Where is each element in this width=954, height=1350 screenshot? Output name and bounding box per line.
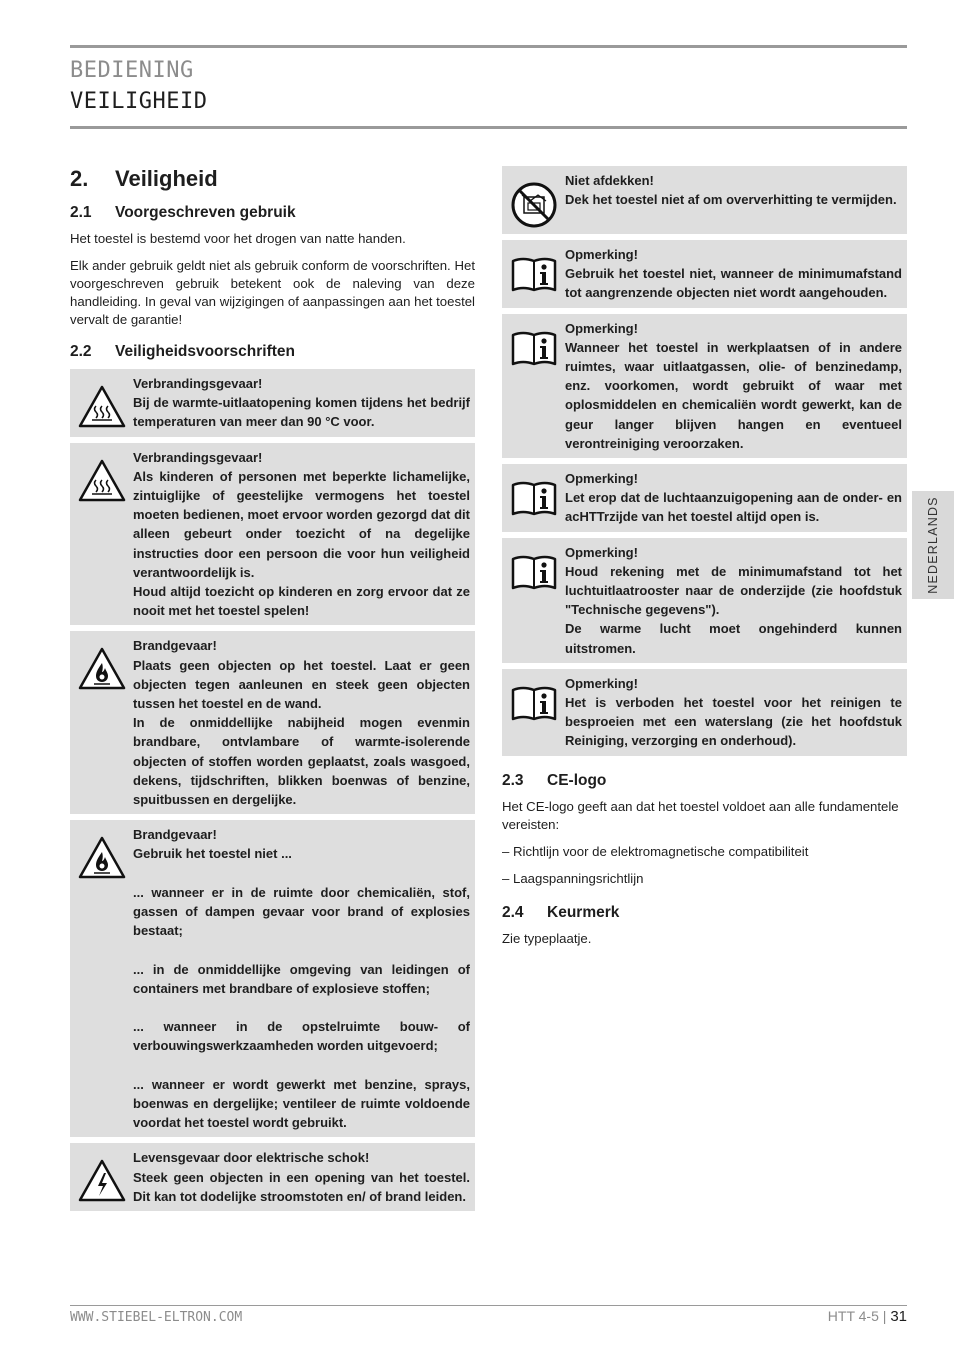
- notice-box: [502, 166, 907, 234]
- paragraph: Elk ander gebruik geldt niet als gebruik conform de voorschriften. Het voorgeschreven gebruik betekent ook de naleving van deze handleiding. In geval van wijzigingen of aanpassingen aan het toestel vervalt de garantie!: [70, 258, 475, 327]
- info-book-icon: [502, 543, 565, 658]
- notice-heading: Verbrandingsgevaar!: [133, 376, 263, 391]
- notice-text: [133, 448, 470, 621]
- paragraph: Zie typeplaatje.: [502, 930, 592, 946]
- list-item: – Richtlijn voor de elektromagnetische compatibiliteit: [502, 843, 809, 859]
- subsection-title: CE-logo: [547, 771, 607, 789]
- notice-line: Plaats geen objecten op het toestel. Laat er geen objecten tegen aanleunen en steek geen objecten tussen het toestel en de wand.: [133, 657, 470, 712]
- subsection-number: 2.1: [70, 204, 92, 221]
- language-tab-label: NEDERLANDS: [926, 496, 940, 594]
- notice-text: [565, 319, 902, 453]
- notice-heading: Opmerking!: [565, 247, 638, 262]
- notice-box: [502, 464, 907, 532]
- notice-line: Steek geen objecten in een opening van het toestel. Dit kan tot dodelijke stroomstoten en/ of brand leiden.: [133, 1169, 470, 1204]
- subsection-number: 2.3: [502, 771, 524, 789]
- notice-line: In de onmiddellijke nabijheid mogen evenmin brandbare, ontvlambare of warmte-isolerende objecten of stoffen worden geplaatst, zoals wasgoed, dekens, tijdschriften, blikken boenwas of benzine, spuitbussen en dergelijke.: [133, 715, 470, 808]
- safety-warnings: [70, 369, 475, 1211]
- footer-separator: |: [882, 1308, 887, 1324]
- header-rule-top: [70, 45, 907, 48]
- paragraph: Het toestel is bestemd voor het drogen van natte handen.: [70, 231, 406, 246]
- notice-box: [502, 314, 907, 458]
- info-book-icon: [502, 674, 565, 751]
- notice-text: [565, 245, 902, 303]
- notice-text: [565, 674, 902, 751]
- footer-page-info: [828, 1308, 907, 1325]
- subsection-title: Veiligheidsvoorschriften: [115, 343, 296, 360]
- info-book-icon: [502, 245, 565, 303]
- notice-line: Gebruik het toestel niet, wanneer de minimumafstand tot aangrenzende objecten niet wordt aangehouden.: [565, 266, 902, 301]
- subsection-heading-2-3: [502, 772, 907, 790]
- notice-box: [70, 443, 475, 626]
- fire-warning-icon: [70, 825, 133, 1132]
- notice-heading: Brandgevaar!: [133, 638, 217, 654]
- notice-line: ... wanneer er wordt gewerkt met benzine, sprays, boenwas en dergelijke; ventileer de ruimte voldoende voordat het toestel wordt gebruikt.: [133, 1076, 470, 1131]
- notice-heading: Opmerking!: [565, 544, 638, 560]
- notice-text: [133, 636, 470, 809]
- notice-box: [70, 820, 475, 1137]
- subsection-heading-2-2: [70, 343, 475, 361]
- notice-line: ... wanneer in de opstelruimte bouw- of verbouwingswerkzaamheden worden uitgevoerd;: [133, 1019, 470, 1054]
- notice-heading: Brandgevaar!: [133, 827, 217, 843]
- right-column: [502, 166, 907, 957]
- left-column: [70, 160, 475, 1217]
- header-rule-bottom: [70, 126, 907, 129]
- notice-text: [565, 171, 902, 229]
- notice-box: [502, 538, 907, 663]
- line-gap: [133, 864, 470, 883]
- notice-line: Als kinderen of personen met beperkte lichamelijke, zintuiglijke of geestelijke vermogens het toestel moeten bedienen, moet ervoor worden gezorgd dat dit alleen gebeurt onder toezicht of na degelijke instructies door een persoon die voor hun veiligheid verantwoordelijk is.: [133, 468, 470, 580]
- notice-line: Gebruik het toestel niet ...: [133, 846, 292, 862]
- notice-text: [565, 543, 902, 658]
- safety-notes: [502, 166, 907, 756]
- subsection-title: Keurmerk: [547, 903, 620, 921]
- subsection-heading-2-4: [502, 904, 907, 922]
- notice-box: [502, 669, 907, 756]
- fire-warning-icon: [70, 636, 133, 809]
- footer-doc-name: HTT 4-5: [827, 1308, 879, 1324]
- notice-line: ... wanneer er in de ruimte door chemicaliën, stof, gassen of dampen gevaar voor brand of explosies bestaat;: [133, 884, 470, 939]
- notice-line: De warme lucht moet ongehinderd kunnen uitstromen.: [565, 621, 902, 656]
- section-title: Veiligheid: [115, 166, 218, 191]
- footer-rule: [70, 1305, 907, 1306]
- notice-heading: Opmerking!: [565, 471, 638, 487]
- notice-text: [133, 374, 470, 432]
- notice-line: Houd rekening met de minimumafstand tot het luchtuitlaatrooster naar de onderzijde (zie hoofdstuk "Technische gegevens").: [565, 563, 902, 618]
- subsection-number: 2.4: [502, 903, 524, 921]
- notice-heading: Levensgevaar door elektrische schok!: [133, 1150, 370, 1166]
- notice-text: [565, 469, 902, 527]
- footer-url: WWW.STIEBEL-ELTRON.COM: [70, 1310, 243, 1325]
- line-gap: [133, 940, 470, 959]
- subsection-number: 2.2: [70, 343, 92, 360]
- paragraph: Het CE-logo geeft aan dat het toestel voldoet aan alle fundamentele vereisten:: [502, 798, 899, 832]
- notice-line: Het is verboden het toestel voor het reinigen te besproeien met een waterslang (zie het hoofdstuk Reiniging, verzorging en onderhoud).: [565, 695, 902, 749]
- notice-heading: Opmerking!: [565, 675, 638, 691]
- list-item: – Laagspanningsrichtlijn: [502, 870, 644, 886]
- electric-shock-warning-icon: [70, 1148, 133, 1206]
- notice-box: [70, 631, 475, 814]
- line-gap: [133, 1056, 470, 1075]
- header-category: BEDIENING: [70, 58, 194, 83]
- notice-text: [133, 1148, 470, 1206]
- notice-line: Dek het toestel niet af om oververhitting te vermijden.: [565, 192, 897, 208]
- notice-line: Wanneer het toestel in werkplaatsen of in andere ruimtes, waar uitlaatgassen, olie- of benzinedamp, enz. voorkomen, wordt gebruikt of waar met oplosmiddelen en chemicaliën wordt gewerkt, kan de geur langer blijven hangen en eventueel verontreiniging veroorzaken.: [565, 339, 902, 451]
- info-book-icon: [502, 469, 565, 527]
- section-heading: [70, 166, 475, 192]
- notice-heading: Verbrandingsgevaar!: [133, 449, 263, 465]
- notice-line: Bij de warmte-uitlaatopening komen tijdens het bedrijf temperaturen van meer dan 90 °C voor.: [133, 395, 470, 430]
- info-book-icon: [502, 319, 565, 453]
- subsection-heading-2-1: [70, 204, 475, 222]
- do-not-cover-icon: [502, 171, 565, 229]
- hot-surface-warning-icon: [70, 374, 133, 432]
- subsection-title: Voorgeschreven gebruik: [115, 204, 296, 221]
- notice-box: [70, 1143, 475, 1211]
- notice-box: [70, 369, 475, 437]
- hot-surface-warning-icon: [70, 448, 133, 621]
- notice-box: [502, 240, 907, 308]
- notice-line: Let erop dat de luchtaanzuigopening aan de onder- en acHTTrzijde van het toestel altijd open is.: [565, 490, 902, 525]
- line-gap: [133, 998, 470, 1017]
- notice-heading: Niet afdekken!: [565, 173, 654, 188]
- notice-line: Houd altijd toezicht op kinderen en zorg ervoor dat ze nooit met het toestel spelen!: [133, 584, 470, 619]
- header-title: VEILIGHEID: [70, 89, 208, 114]
- section-number: 2.: [70, 166, 89, 191]
- notice-line: ... in de onmiddellijke omgeving van leidingen of containers met brandbare of explosieve stoffen;: [133, 961, 470, 996]
- notice-text: [133, 825, 470, 1132]
- notice-heading: Opmerking!: [565, 320, 638, 336]
- language-tab: [912, 491, 954, 599]
- page-number: 31: [890, 1308, 907, 1325]
